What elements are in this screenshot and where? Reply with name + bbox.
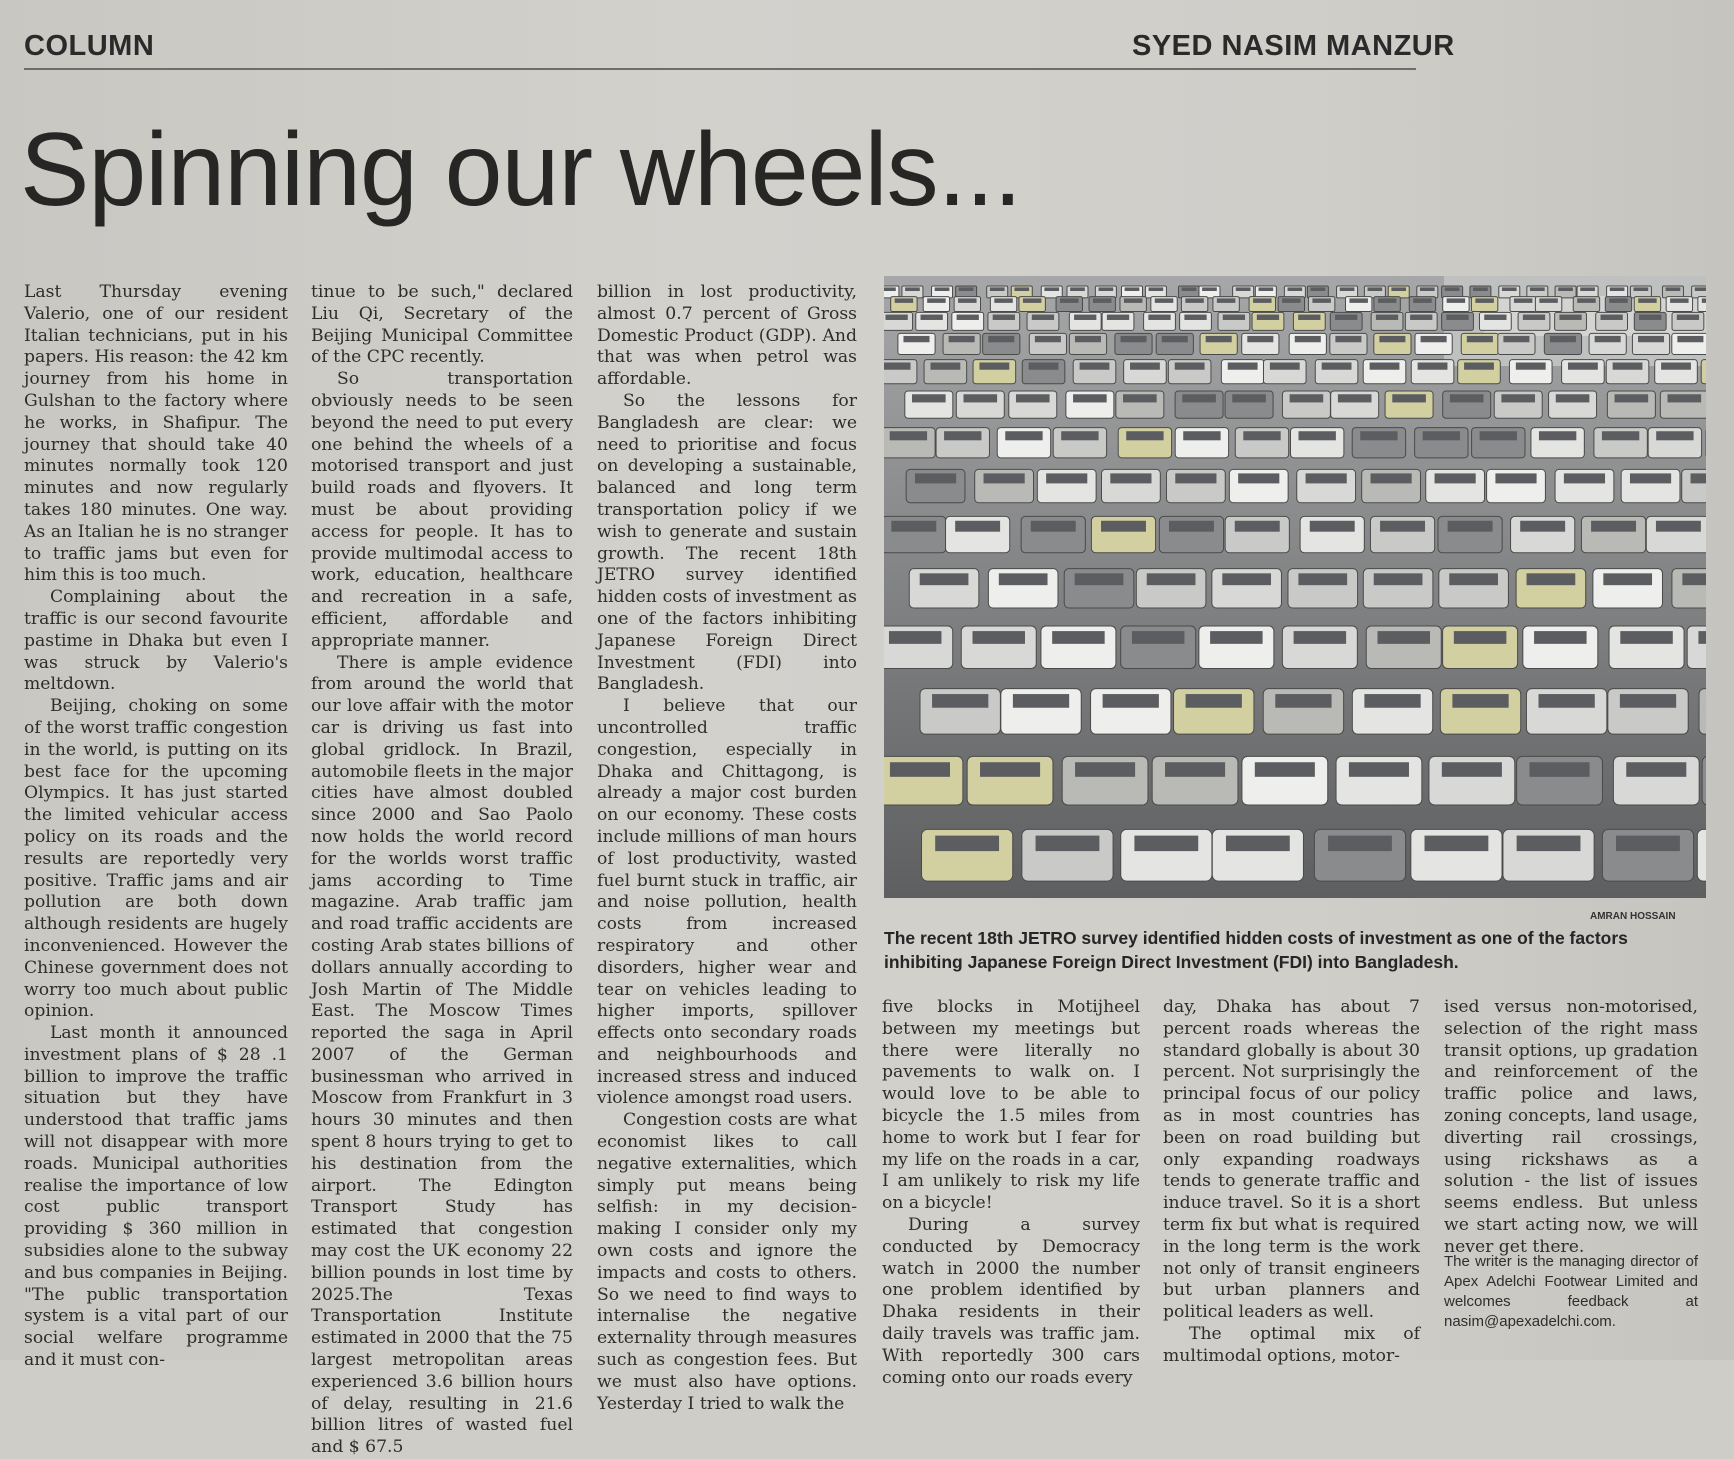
vehicle-window-shape [912, 394, 946, 402]
vehicle-window-shape [932, 694, 988, 708]
vehicle-window-shape [1080, 362, 1110, 369]
vehicle-window-shape [1031, 521, 1076, 532]
vehicle-window-shape [1222, 573, 1271, 585]
vehicle-window-shape [1464, 362, 1494, 369]
vehicle-window-shape [1480, 431, 1517, 440]
vehicle-window-shape [1306, 473, 1347, 483]
paragraph: billion in lost productivity, almost 0.7 percent of Gross Domestic Product (GDP). And that was when petrol was affordable. [597, 282, 857, 390]
vehicle-window-shape [1450, 394, 1484, 402]
vehicle-window-shape [1484, 315, 1506, 320]
vehicle-window-shape [915, 473, 956, 483]
vehicle-window-shape [1559, 315, 1581, 320]
vehicle-window-shape [935, 287, 950, 291]
vehicle-window-shape [1340, 287, 1355, 291]
vehicle-window-shape [1595, 336, 1621, 342]
vehicle-window-shape [1503, 336, 1529, 342]
vehicle-window-shape [984, 473, 1025, 483]
vehicle-window-shape [1677, 336, 1703, 342]
vehicle-window-shape [949, 336, 975, 342]
vehicle-window-shape [1206, 336, 1232, 342]
vehicle-window-shape [1124, 298, 1142, 302]
vehicle-window-shape [1335, 336, 1361, 342]
vehicle-window-shape [1539, 431, 1576, 440]
vehicle-window-shape [1602, 431, 1639, 440]
vehicle-window-shape [1580, 287, 1595, 291]
vehicle-window-shape [895, 298, 913, 302]
vehicle-window-shape [1501, 394, 1535, 402]
vehicle-window-shape [903, 336, 929, 342]
vehicle-window-shape [1620, 694, 1676, 708]
vehicle-window-shape [1445, 287, 1460, 291]
vehicle-window-shape [1639, 315, 1661, 320]
vehicle-window-shape [1162, 336, 1188, 342]
vehicle-window-shape [1534, 631, 1587, 644]
vehicle-window-shape [1420, 287, 1435, 291]
paragraph: day, Dhaka has about 7 percent roads whereas the standard globally is about 30 percent. Not surprisingly the principal focus of our policy as in most countries has been on road building but only expanding roadways tends to generate traffic and induce travel. So it is a short term fix but what is required in the long term is the work not only of transit engineers but urban planners and political leaders as well. [1163, 997, 1420, 1323]
vehicle-window-shape [955, 521, 1000, 532]
vehicle-window-shape [1014, 287, 1029, 291]
vehicle-window-shape [1379, 336, 1405, 342]
vehicle-window-shape [1661, 362, 1691, 369]
vehicle-window-shape [1558, 287, 1573, 291]
vehicle-window-shape [1202, 287, 1217, 291]
vehicle-window-shape [1517, 836, 1581, 852]
vehicle-window-shape [1310, 521, 1355, 532]
article-column-6 [1444, 997, 1698, 1259]
vehicle-window-shape [1349, 298, 1367, 302]
vehicle-window-shape [1290, 394, 1324, 402]
vehicle-window-shape [957, 315, 979, 320]
vehicle-window-shape [1410, 315, 1432, 320]
vehicle-window-shape [1577, 298, 1595, 302]
photo-credit: AMRAN HOSSAIN [1590, 911, 1676, 922]
vehicle-window-shape [920, 573, 969, 585]
vehicle-window-shape [1110, 473, 1151, 483]
vehicle-window-shape [1044, 287, 1059, 291]
vehicle-window-shape [1449, 573, 1498, 585]
vehicle-window-shape [1253, 298, 1271, 302]
vehicle-window-shape [921, 315, 943, 320]
vehicle-window-shape [1527, 573, 1576, 585]
vehicle-window-shape [1005, 431, 1042, 440]
vehicle-window-shape [891, 521, 936, 532]
vehicle-window-shape [944, 431, 981, 440]
vehicle-window-shape [1023, 298, 1041, 302]
vehicle-window-shape [1123, 394, 1157, 402]
vehicle-window-shape [1368, 287, 1383, 291]
vehicle-window-shape [1626, 762, 1686, 777]
vehicle-window-shape [1183, 431, 1220, 440]
vehicle-window-shape [1550, 336, 1576, 342]
vehicle-window-shape [1335, 315, 1357, 320]
vehicle-window-shape [1126, 431, 1163, 440]
vehicle-window-shape [1556, 394, 1590, 402]
vehicle-window-shape [1413, 298, 1431, 302]
vehicle-window-shape [1294, 631, 1347, 644]
vehicle-window-shape [1539, 298, 1557, 302]
vehicle-window-shape [935, 836, 999, 852]
article-column-3 [597, 282, 857, 1415]
vehicle-window-shape [1029, 362, 1059, 369]
vehicle-window-shape [1182, 394, 1216, 402]
vehicle-window-shape [1120, 336, 1146, 342]
vehicle-window-shape [1600, 315, 1622, 320]
vehicle-window-shape [1691, 473, 1706, 483]
vehicle-window-shape [1615, 394, 1649, 402]
vehicle-window-shape [1226, 836, 1290, 852]
vehicle-window-shape [1243, 431, 1280, 440]
vehicle-window-shape [988, 336, 1014, 342]
vehicle-window-shape [1165, 762, 1225, 777]
vehicle-window-shape [890, 431, 927, 440]
vehicle-window-shape [1695, 287, 1706, 291]
vehicle-window-shape [1638, 336, 1664, 342]
vehicle-window-shape [1539, 694, 1595, 708]
headline: Spinning our wheels... [20, 112, 1022, 228]
vehicle-window-shape [1016, 394, 1050, 402]
vehicle-shape [1697, 829, 1706, 881]
paragraph: I believe that our uncontrolled traffic congestion, especially in Dhaka and Chittagong, is already a major cost burden on our economy. These costs include millions of man hours of lost productivity, wasted fuel burnt stuck in traffic, air and noise pollution, health costs from increased respiratory and other disorders, higher wear and tear on vehicles leading to higher imports, spillover effects onto secondary roads and neighbourhoods and increased stress and induced violence amongst road users. [597, 696, 857, 1109]
vehicle-window-shape [1391, 287, 1406, 291]
vehicle-window-shape [1418, 362, 1448, 369]
vehicle-window-shape [1232, 394, 1266, 402]
vehicle-window-shape [1060, 298, 1078, 302]
vehicle-window-shape [1338, 394, 1372, 402]
vehicle-shape [1702, 756, 1706, 805]
photo-caption: The recent 18th JETRO survey identified hidden costs of investment as one of the factors inhibiting Japanese Foreign Direct Investment (FDI) into Bangladesh. [884, 928, 1628, 972]
vehicle-window-shape [1217, 298, 1235, 302]
vehicle-window-shape [1046, 473, 1087, 483]
vehicle-window-shape [1677, 315, 1699, 320]
paragraph: There is ample evidence from around the world that our love affair with the motor car is driving us fast into global gridlock. In Brazil, automobile fleets in the major cities have almost doubled since 2000 and Sao Paolo now holds the world record for the worlds worst traffic jams according to Time magazine. Arab traffic jam and road traffic accidents are costing Arab states billions of dollars annually according to Josh Martin of The Middle East. The Moscow Times reported the saga in April 2007 of the German businessman who arrived in Moscow from Frankfurt in 3 hours 30 minutes and then spent 8 hours trying to get to his destination from the airport. The Edington Transport Study has estimated that congestion may cost the UK economy 22 billion pounds in lost time by 2025.The Texas Transportation Institute estimated in 2000 that the 75 largest metropolitan areas experienced 3.6 billion hours of delay, resulting in 21.6 billion litres of wasted fuel and $ 67.5 [311, 652, 573, 1458]
vehicle-window-shape [1523, 315, 1545, 320]
vehicle-window-shape [999, 573, 1048, 585]
vehicle-window-shape [927, 298, 945, 302]
vehicle-window-shape [1148, 315, 1170, 320]
vehicle-window-shape [1454, 631, 1507, 644]
vehicle-window-shape [1107, 315, 1129, 320]
vehicle-window-shape [1311, 287, 1326, 291]
vehicle-window-shape [1075, 573, 1124, 585]
vehicle-window-shape [1259, 287, 1274, 291]
vehicle-window-shape [1186, 694, 1242, 708]
vehicle-window-shape [1603, 573, 1652, 585]
vehicle-window-shape [886, 315, 908, 320]
vehicle-window-shape [1032, 315, 1054, 320]
author-bio: The writer is the managing director of Apex Adelchi Footwear Limited and welcomes feedback at nasim@apexadelchi.com. [1444, 1253, 1698, 1330]
paragraph: Last Thursday evening Valerio, one of our resident Italian technicians, put in his papers. His reason: the 42 km journey from his home in Gulshan to the factory where he works, in Shafipur. The journey that should take 40 minutes normally took 120 minutes and now regularly takes 180 minutes. One way. As an Italian he is no stranger to traffic jams but even for him this is too much. [24, 282, 288, 586]
vehicle-shape [1699, 689, 1706, 735]
vehicle-window-shape [1130, 362, 1160, 369]
paragraph: The optimal mix of multimodal options, motor- [1163, 1323, 1420, 1366]
vehicle-window-shape [1502, 287, 1517, 291]
vehicle-window-shape [1380, 521, 1425, 532]
vehicle-window-shape [1175, 473, 1216, 483]
paragraph: So transportation obviously needs to be seen beyond the need to put every one behind the wheels of a motorised transport and just build roads and flyovers. It must be about providing access for people. It has to provide multimodal access to work, education, healthcare and recreation in a safe, efficient, affordable and appropriate manner. [311, 369, 573, 651]
vehicle-window-shape [1514, 298, 1532, 302]
paragraph: During a survey conducted by Democracy watch in 2000 the number one problem identified by Dhaka residents in their daily travels was traffic jam. With reportedly 300 cars coming onto our roads every [882, 1214, 1140, 1388]
paragraph: Beijing, choking on some of the worst traffic congestion in the world, is putting on its best face for the upcoming Olympics. It has just started the limited vehicular access policy on its roads and the results are reportedly very positive. Traffic jams and air pollution are both down although residents are hugely inconvenienced. However the Chinese government does not worry too much about public opinion. [24, 696, 288, 1022]
vehicle-window-shape [1376, 315, 1398, 320]
vehicle-window-shape [1374, 573, 1423, 585]
article-column-1 [24, 282, 288, 1372]
vehicle-window-shape [884, 287, 896, 291]
vehicle-window-shape [1371, 473, 1412, 483]
vehicle-window-shape [1175, 362, 1205, 369]
vehicle-window-shape [1184, 315, 1206, 320]
vehicle-window-shape [993, 315, 1015, 320]
vehicle-window-shape [1238, 473, 1279, 483]
paragraph: tinue to be such," declared Liu Qi, Secretary of the Beijing Municipal Committee of the CPC recently. [311, 282, 573, 368]
vehicle-window-shape [1052, 631, 1105, 644]
vehicle-window-shape [1435, 473, 1476, 483]
section-label: COLUMN [24, 30, 155, 62]
vehicle-window-shape [1134, 836, 1198, 852]
vehicle-window-shape [1446, 315, 1468, 320]
vehicle-window-shape [1520, 521, 1565, 532]
vehicle-window-shape [1568, 362, 1598, 369]
vehicle-window-shape [1702, 298, 1706, 302]
vehicle-window-shape [890, 762, 950, 777]
vehicle-window-shape [1235, 521, 1280, 532]
vehicle-window-shape [1185, 298, 1203, 302]
vehicle-window-shape [1074, 315, 1096, 320]
vehicle-window-shape [1075, 336, 1101, 342]
vehicle-window-shape [1613, 362, 1643, 369]
vehicle-window-shape [1364, 694, 1420, 708]
vehicle-window-shape [1530, 287, 1545, 291]
vehicle-window-shape [1666, 287, 1681, 291]
vehicle-window-shape [905, 287, 920, 291]
paragraph: So the lessons for Bangladesh are clear: we need to prioritise and focus on developing a sustainable, balanced and long term transportation policy if we wish to generate and sustain growth. The recent 18th JETRO survey identified hidden costs of investment as one of the factors inhibiting Japanese Foreign Direct Investment (FDI) into Bangladesh. [597, 390, 857, 695]
vehicle-window-shape [1656, 431, 1693, 440]
vehicle-window-shape [1448, 521, 1493, 532]
vehicle-window-shape [1075, 762, 1135, 777]
vehicle-window-shape [1322, 362, 1352, 369]
paragraph: five blocks in Motijheel between my meetings but there were literally no pavements to walk on. I would love to be able to bicycle the 1.5 miles from home to work but I fear for my life on the roads in a car, I am unlikely to risk my life on a bicycle! [882, 997, 1140, 1214]
vehicle-window-shape [884, 362, 910, 369]
vehicle-window-shape [1634, 287, 1649, 291]
vehicle-window-shape [1378, 298, 1396, 302]
vehicle-window-shape [973, 631, 1025, 644]
vehicle-window-shape [980, 762, 1040, 777]
vehicle-window-shape [959, 287, 974, 291]
vehicle-window-shape [1247, 336, 1273, 342]
vehicle-window-shape [1236, 287, 1251, 291]
vehicle-window-shape [1093, 298, 1111, 302]
vehicle-window-shape [1298, 315, 1320, 320]
vehicle-window-shape [1616, 836, 1680, 852]
vehicle-window-shape [1620, 631, 1673, 644]
vehicle-window-shape [963, 394, 997, 402]
vehicle-window-shape [1591, 521, 1636, 532]
vehicle-window-shape [1668, 394, 1702, 402]
vehicle-window-shape [1270, 362, 1300, 369]
vehicle-window-shape [1169, 521, 1214, 532]
vehicle-window-shape [1210, 631, 1263, 644]
vehicle-window-shape [1452, 694, 1508, 708]
vehicle-window-shape [1132, 631, 1185, 644]
vehicle-window-shape [1101, 521, 1146, 532]
vehicle-window-shape [1564, 473, 1605, 483]
vehicle-window-shape [1013, 694, 1069, 708]
vehicle-window-shape [1360, 431, 1397, 440]
article-column-4 [882, 997, 1140, 1389]
paragraph: ised versus non-motorised, selection of the right mass transit options, up gradation and reinforcement of the traffic police and laws, zoning concepts, land usage, diverting rail crossings, using rickshaws as a solution - the list of issues seems endless. But unless we start acting now, we will never get there. [1444, 997, 1698, 1257]
vehicle-window-shape [1392, 394, 1426, 402]
vehicle-window-shape [979, 362, 1009, 369]
paragraph: Congestion costs are what economist likes to call negative externalities, which simply put means being selfish: in my decision-making I consider only my own costs and ignore the impacts and costs to others. So we need to find ways to internalise the negative externality through measures such as congestion fees. But we must also have options. Yesterday I tried to walk the [597, 1110, 857, 1414]
vehicle-window-shape [1328, 836, 1392, 852]
vehicle-window-shape [1425, 836, 1489, 852]
vehicle-window-shape [1609, 298, 1627, 302]
traffic-jam-photo [884, 276, 1706, 898]
vehicle-window-shape [1155, 298, 1173, 302]
vehicle-window-shape [1099, 287, 1114, 291]
vehicle-window-shape [1223, 315, 1245, 320]
vehicle-window-shape [1149, 287, 1164, 291]
vehicle-window-shape [1682, 573, 1706, 585]
vehicle-window-shape [994, 298, 1012, 302]
vehicle-window-shape [1656, 521, 1701, 532]
vehicle-window-shape [1299, 431, 1336, 440]
paragraph: Complaining about the traffic is our second favourite pastime in Dhaka but even I was struck by Valerio's meltdown. [24, 587, 288, 695]
vehicle-window-shape [1442, 762, 1502, 777]
vehicle-window-shape [1610, 287, 1625, 291]
vehicle-window-shape [1036, 836, 1100, 852]
vehicle-window-shape [958, 298, 976, 302]
article-column-2 [311, 282, 573, 1459]
vehicle-window-shape [1349, 762, 1409, 777]
vehicle-window-shape [930, 362, 960, 369]
vehicle-window-shape [1147, 573, 1196, 585]
vehicle-window-shape [1228, 362, 1258, 369]
vehicle-window-shape [1495, 473, 1536, 483]
vehicle-window-shape [1467, 336, 1493, 342]
article-column-5 [1163, 997, 1420, 1368]
author-byline: SYED NASIM MANZUR [1132, 30, 1455, 62]
vehicle-window-shape [1257, 315, 1279, 320]
vehicle-shape [1701, 360, 1706, 384]
vehicle-window-shape [1370, 362, 1400, 369]
vehicle-window-shape [1282, 298, 1300, 302]
vehicle-window-shape [1125, 287, 1140, 291]
vehicle-window-shape [1288, 287, 1303, 291]
vehicle-window-shape [1698, 631, 1706, 644]
vehicle-window-shape [1473, 287, 1488, 291]
vehicle-window-shape [1630, 473, 1671, 483]
vehicle-window-shape [1423, 431, 1460, 440]
vehicle-window-shape [1447, 298, 1465, 302]
vehicle-window-shape [1638, 298, 1656, 302]
vehicle-window-shape [1475, 298, 1493, 302]
vehicle-window-shape [1073, 394, 1107, 402]
vehicle-window-shape [1312, 298, 1330, 302]
paragraph: Last month it announced investment plans of $ 28 .1 billion to improve the traffic situation but they have understood that traffic jams will not disappear with more roads. Municipal authorities realise the importance of low cost public transport providing $ 360 million in subsidies alone to the subway and bus companies in Beijing. "The public transportation system is a vital part of our social welfare programme and it must con- [24, 1023, 288, 1371]
vehicle-window-shape [889, 631, 942, 644]
vehicle-window-shape [1529, 762, 1589, 777]
vehicle-window-shape [1421, 336, 1447, 342]
header-rule [24, 68, 1416, 70]
vehicle-window-shape [1298, 573, 1347, 585]
vehicle-window-shape [1061, 431, 1098, 440]
vehicle-window-shape [1295, 336, 1321, 342]
vehicle-window-shape [1275, 694, 1331, 708]
vehicle-window-shape [1103, 694, 1159, 708]
vehicle-window-shape [1516, 362, 1546, 369]
vehicle-window-shape [990, 287, 1005, 291]
vehicle-window-shape [1255, 762, 1315, 777]
traffic-photo-illustration [884, 276, 1706, 898]
vehicle-window-shape [1670, 298, 1688, 302]
vehicle-window-shape [1035, 336, 1061, 342]
vehicle-window-shape [1377, 631, 1430, 644]
vehicle-window-shape [1182, 287, 1197, 291]
vehicle-window-shape [1070, 287, 1085, 291]
